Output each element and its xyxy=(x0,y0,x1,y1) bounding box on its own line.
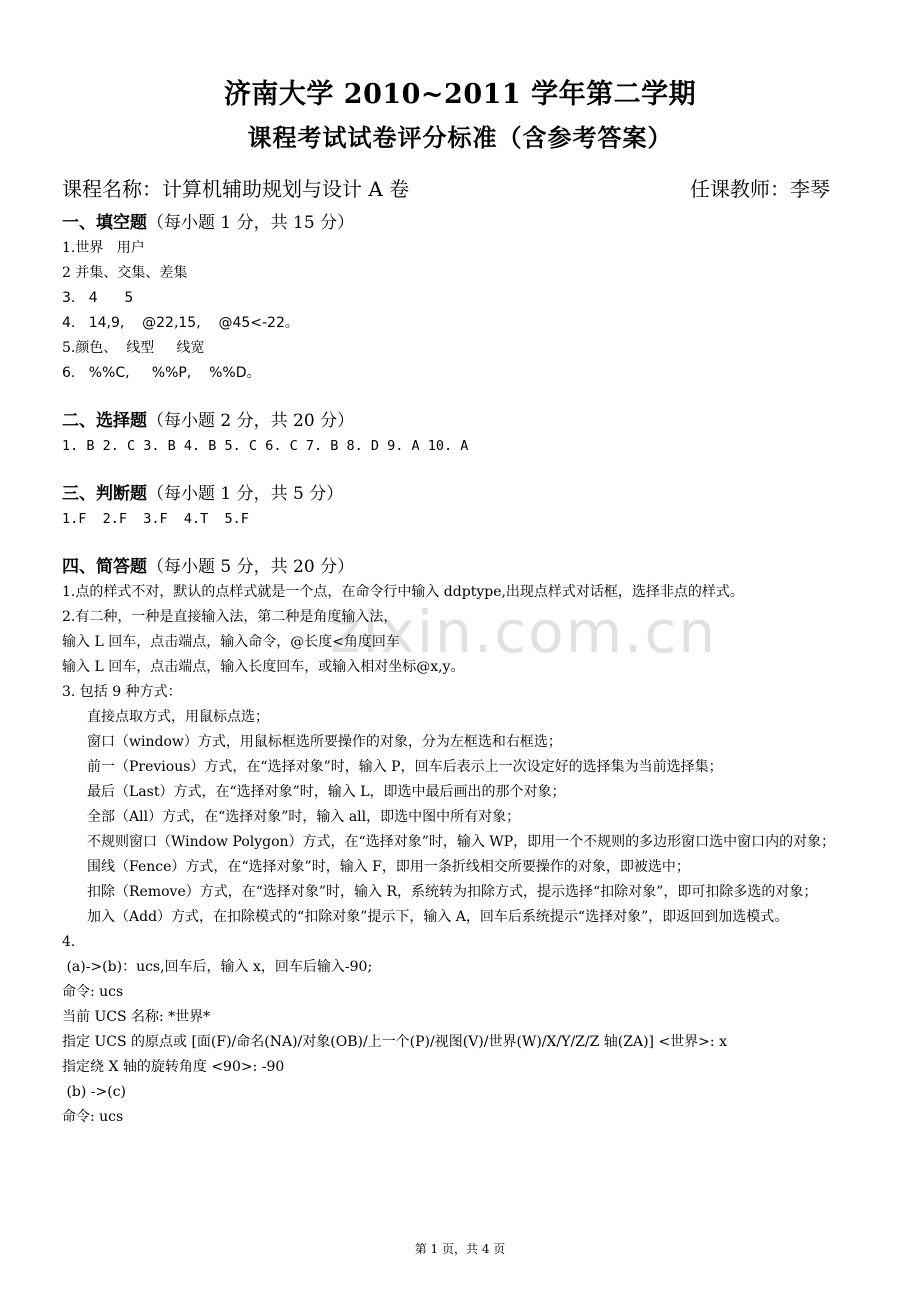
page-footer: 第 1 页，共 4 页 xyxy=(414,1242,506,1256)
answer-line: 指定 UCS 的原点或 [面(F)/命名(NA)/对象(OB)/上一个(P)/视图(V)/世界(W)/X/Y/Z/Z 轴(ZA)] <世界>: x xyxy=(62,1034,727,1050)
answer-line: 1. B 2. C 3. B 4. B 5. C 6. C 7. B 8. D 9. A 10. A xyxy=(62,438,469,454)
answer-line: 5.颜色、 线型 线宽 xyxy=(62,340,205,356)
answer-line: 3. 包括 9 种方式： xyxy=(62,684,182,700)
answer-line: 输入 L 回车，点击端点，输入长度回车，或输入相对坐标@x,y。 xyxy=(62,659,465,675)
answer-line: 扣除（Remove）方式，在“选择对象”时，输入 R，系统转为扣除方式，提示选择“扣除对象”，即可扣除多选的对象； xyxy=(87,884,818,900)
answer-line: 3. 4 5 xyxy=(62,290,134,306)
answer-line: 4. xyxy=(62,934,76,950)
section-heading: 二、选择题（每小题 2 分，共 20 分） xyxy=(62,411,355,431)
course-name: 课程名称：计算机辅助规划与设计 A 卷 xyxy=(62,177,410,201)
answer-line: 围线（Fence）方式，在“选择对象”时，输入 F，即用一条折线相交所要操作的对象，即被选中； xyxy=(87,859,690,875)
answer-line: 加入（Add）方式，在扣除模式的“扣除对象”提示下，输入 A，回车后系统提示“选择对象”，即返回到加选模式。 xyxy=(87,909,789,925)
answer-line: 1.F 2.F 3.F 4.T 5.F xyxy=(62,511,249,527)
answer-line: 4. 14,9, @22,15, @45<-22。 xyxy=(62,315,299,331)
answer-body xyxy=(62,210,860,1130)
answer-line: 命令: ucs xyxy=(62,984,124,1000)
answer-line: 窗口（window）方式，用鼠标框选所要操作的对象，分为左框选和右框选； xyxy=(87,734,562,750)
answer-line: 2 并集、交集、差集 xyxy=(62,265,188,281)
watermark: zixin.com.cn xyxy=(330,598,718,666)
answer-line: 1.点的样式不对，默认的点样式就是一个点，在命令行中输入 ddptype,出现点样式对话框，选择非点的样式。 xyxy=(62,584,744,600)
teacher-name: 任课教师：李琴 xyxy=(690,177,830,201)
answer-line: 直接点取方式，用鼠标点选； xyxy=(87,709,269,725)
answer-line: 命令: ucs xyxy=(62,1109,124,1125)
page-title: 济南大学 2010~2011 学年第二学期 xyxy=(223,79,697,110)
answer-line: 当前 UCS 名称: *世界* xyxy=(62,1009,211,1025)
answer-line: (a)->(b)：ucs,回车后，输入 x，回车后输入-90; xyxy=(62,959,373,975)
answer-line: 前一（Previous）方式，在“选择对象”时，输入 P，回车后表示上一次设定好的选择集为当前选择集； xyxy=(87,759,723,775)
answer-line: (b) ->(c) xyxy=(62,1084,127,1100)
answer-line: 最后（Last）方式，在“选择对象”时，输入 L，即选中最后画出的那个对象； xyxy=(87,784,566,800)
answer-line: 全部（All）方式，在“选择对象”时，输入 all，即选中图中所有对象； xyxy=(87,809,521,825)
section-heading: 一、填空题（每小题 1 分，共 15 分） xyxy=(62,213,355,233)
page-subtitle: 课程考试试卷评分标准（含参考答案） xyxy=(247,123,673,152)
section-heading: 四、简答题（每小题 5 分，共 20 分） xyxy=(62,557,355,577)
answer-line: 6. %%C, %%P, %%D。 xyxy=(62,365,261,381)
answer-line: 指定绕 X 轴的旋转角度 <90>: -90 xyxy=(62,1059,285,1075)
answer-line: 输入 L 回车，点击端点，输入命令，@长度<角度回车 xyxy=(62,634,400,650)
section-heading: 三、判断题（每小题 1 分，共 5 分） xyxy=(62,484,344,504)
answer-line: 不规则窗口（Window Polygon）方式，在“选择对象”时，输入 WP，即用一个不规则的多边形窗口选中窗口内的对象； xyxy=(87,834,836,850)
answer-line: 2.有二种，一种是直接输入法，第二种是角度输入法， xyxy=(62,609,398,625)
answer-line: 1.世界 用户 xyxy=(62,240,145,256)
